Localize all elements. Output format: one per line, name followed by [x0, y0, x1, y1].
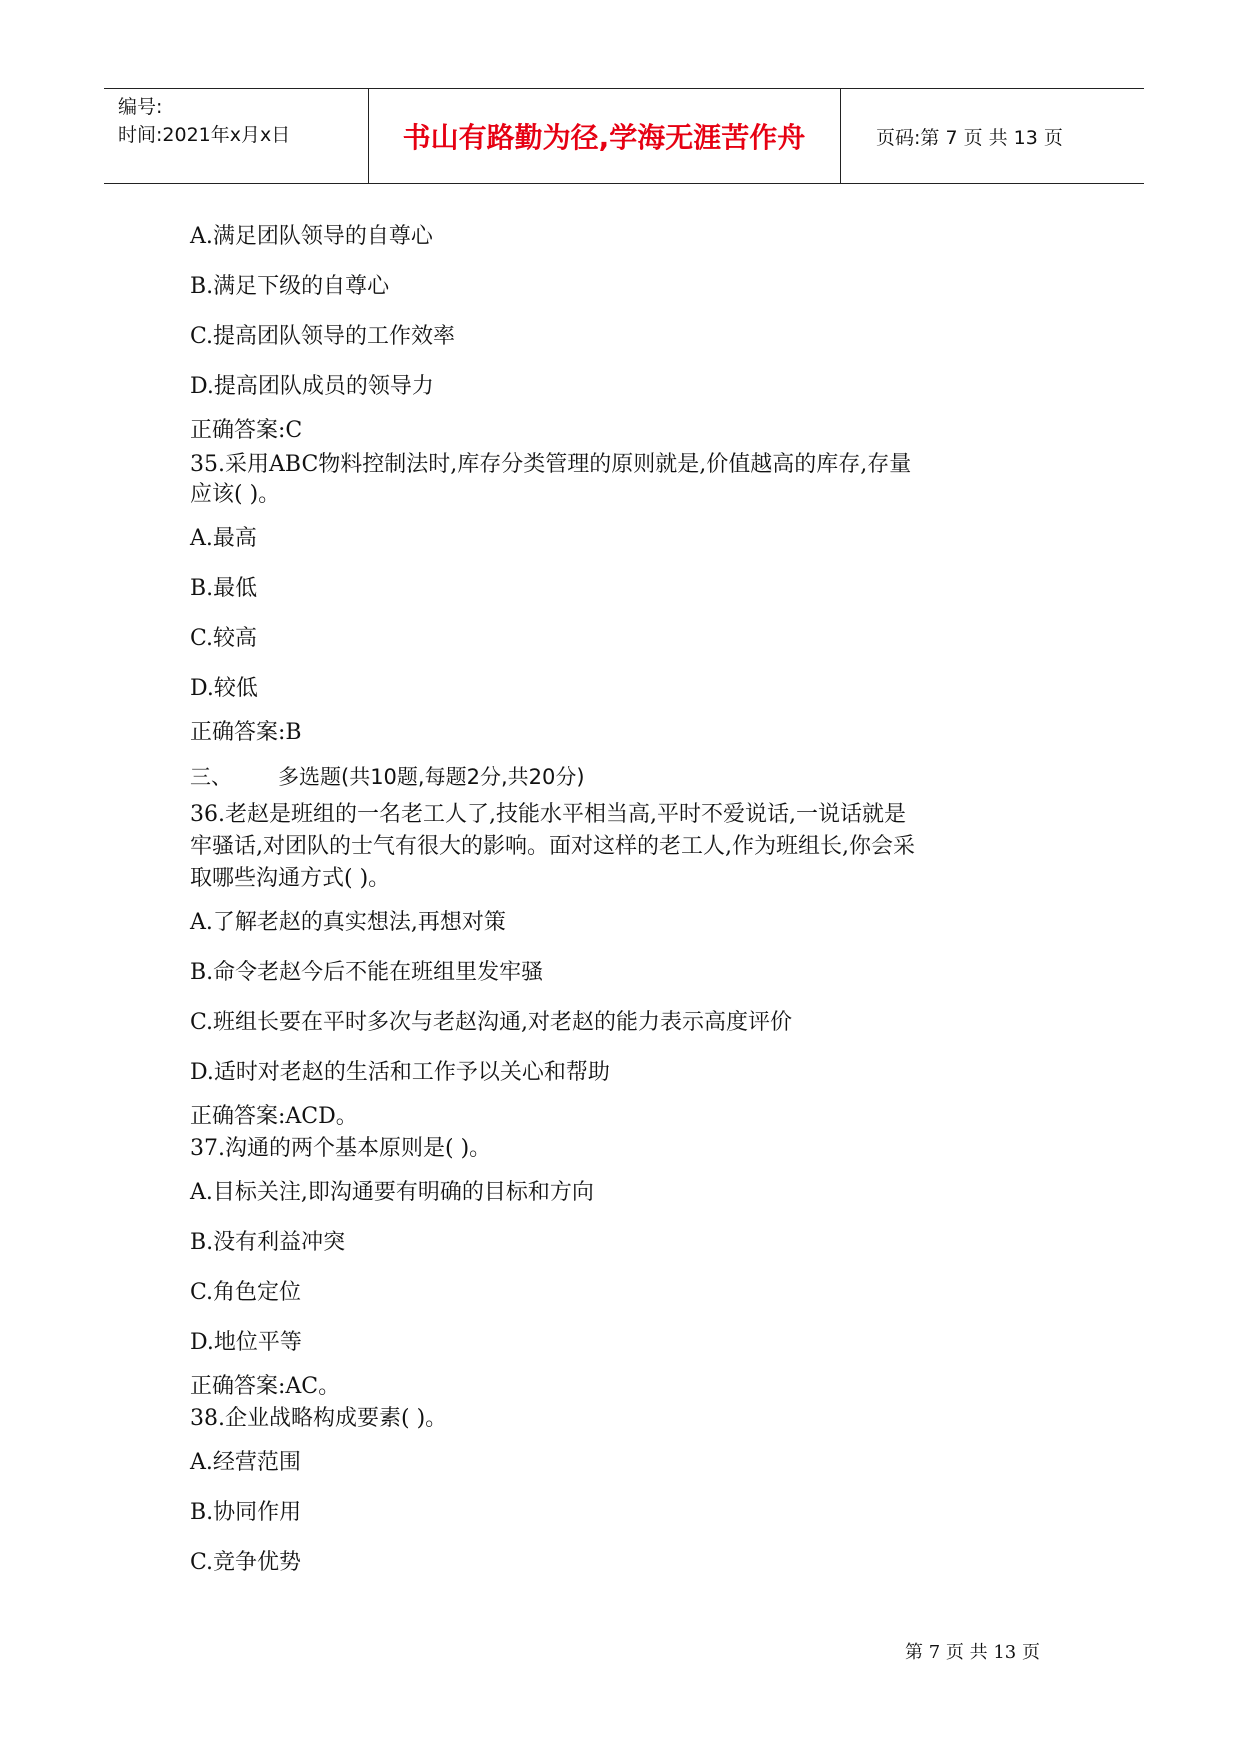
q36-answer: 正确答案:ACD。 [190, 1104, 358, 1129]
q35-option-b: B.最低 [190, 576, 258, 601]
q37-option-a: A.目标关注,即沟通要有明确的目标和方向 [190, 1180, 594, 1205]
q37-option-c: C.角色定位 [190, 1280, 302, 1305]
q37-answer: 正确答案:AC。 [190, 1374, 341, 1399]
document-number-label: 编号: [118, 96, 163, 118]
q38-option-a: A.经营范围 [190, 1450, 301, 1475]
document-time-label: 时间:2021年x月x日 [118, 124, 291, 146]
page-header [104, 88, 1144, 184]
q34-option-a: A.满足团队领导的自尊心 [190, 224, 433, 249]
q36-stem-line-2: 牢骚话,对团队的士气有很大的影响。面对这样的老工人,作为班组长,你会采 [190, 834, 915, 859]
q35-option-a: A.最高 [190, 526, 257, 551]
section-title: 多选题(共10题,每题2分,共20分) [278, 765, 585, 789]
q36-stem-line-3: 取哪些沟通方式( )。 [190, 866, 391, 891]
q37-stem: 37.沟通的两个基本原则是( )。 [190, 1136, 492, 1161]
section-heading [190, 762, 585, 792]
header-slogan: 书山有路勤为径,学海无涯苦作舟 [402, 121, 806, 154]
q34-answer: 正确答案:C [190, 418, 303, 443]
q35-answer: 正确答案:B [190, 720, 302, 745]
q36-option-d: D.适时对老赵的生活和工作予以关心和帮助 [190, 1060, 610, 1085]
q34-option-d: D.提高团队成员的领导力 [190, 374, 434, 399]
q38-option-b: B.协同作用 [190, 1500, 302, 1525]
q34-option-c: C.提高团队领导的工作效率 [190, 324, 456, 349]
section-number: 三、 [190, 765, 232, 789]
q35-stem-line-2: 应该( )。 [190, 482, 281, 507]
q35-option-c: C.较高 [190, 626, 258, 651]
q35-stem-line-1: 35.采用ABC物料控制法时,库存分类管理的原则就是,价值越高的库存,存量 [190, 452, 912, 477]
header-divider-right [840, 89, 841, 183]
q36-option-b: B.命令老赵今后不能在班组里发牢骚 [190, 960, 544, 985]
q38-option-c: C.竞争优势 [190, 1550, 302, 1575]
q36-option-c: C.班组长要在平时多次与老赵沟通,对老赵的能力表示高度评价 [190, 1010, 793, 1035]
q37-option-b: B.没有利益冲突 [190, 1230, 346, 1255]
q37-option-d: D.地位平等 [190, 1330, 302, 1355]
q38-stem: 38.企业战略构成要素( )。 [190, 1406, 448, 1431]
q36-option-a: A.了解老赵的真实想法,再想对策 [190, 910, 506, 935]
header-meta [118, 93, 290, 149]
page-footer: 第 7 页 共 13 页 [905, 1642, 1040, 1663]
q36-stem-line-1: 36.老赵是班组的一名老工人了,技能水平相当高,平时不爱说话,一说话就是 [190, 802, 906, 827]
q34-option-b: B.满足下级的自尊心 [190, 274, 390, 299]
q35-option-d: D.较低 [190, 676, 258, 701]
header-page-label: 页码:第 7 页 共 13 页 [876, 126, 1063, 149]
